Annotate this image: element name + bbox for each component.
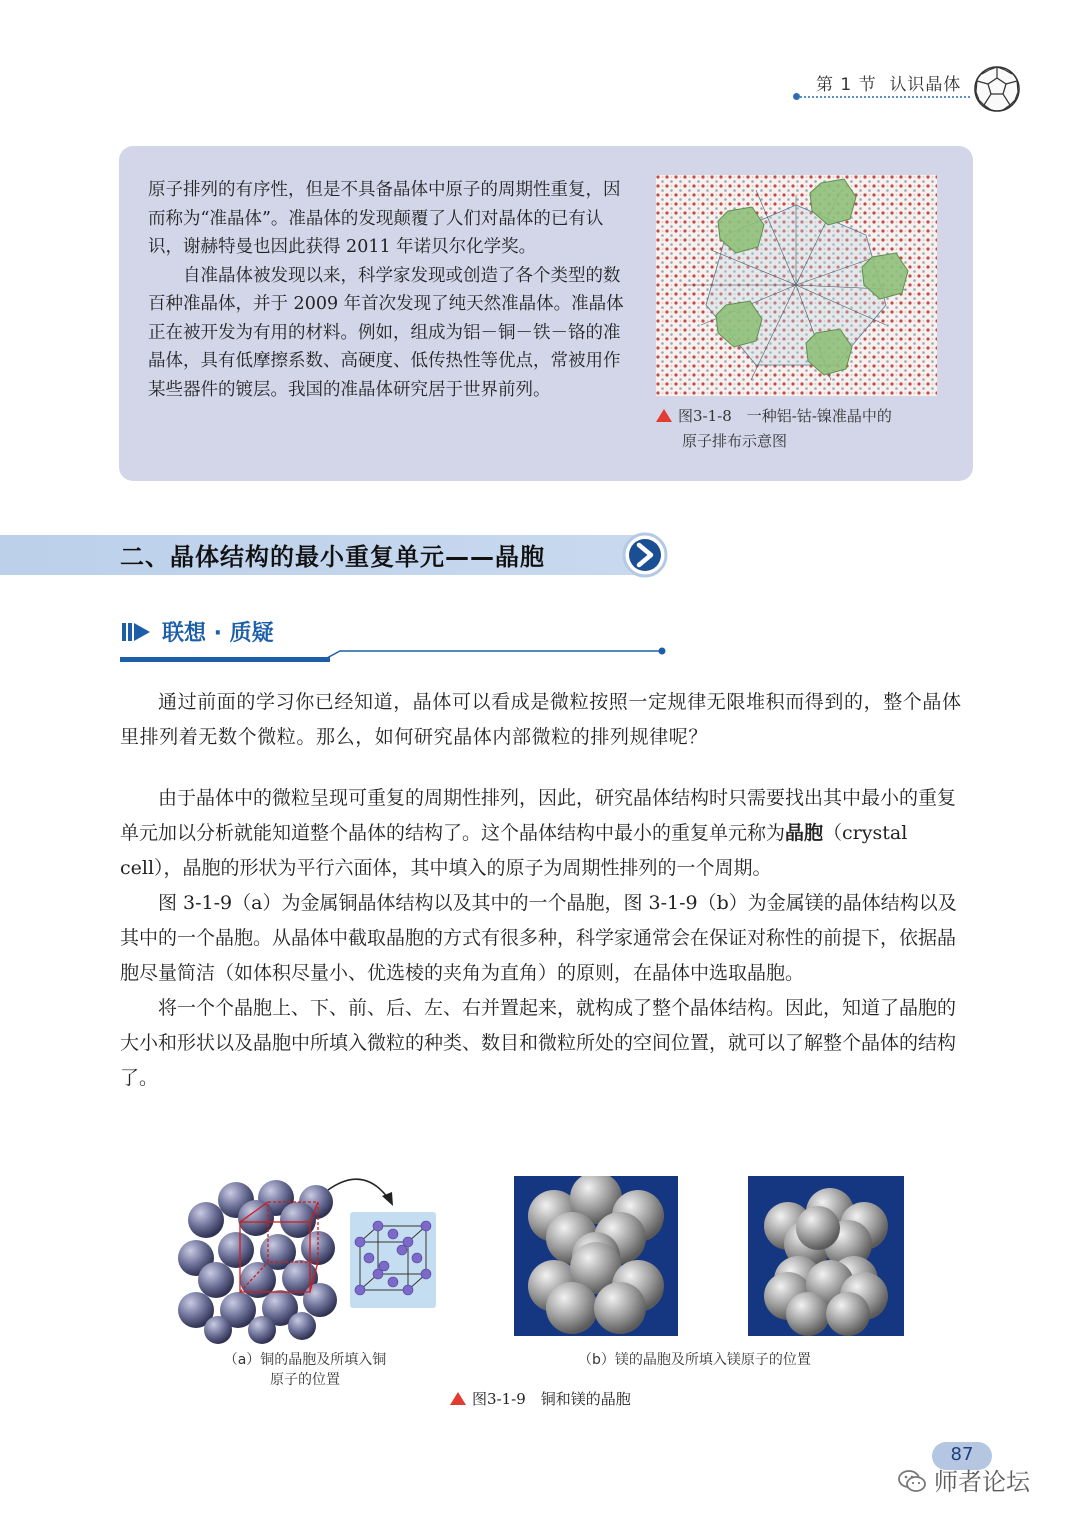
reading-box-text xyxy=(148,176,628,404)
triangle-icon xyxy=(656,409,672,422)
fullerene-icon xyxy=(972,64,1022,114)
play-icon xyxy=(122,620,152,644)
quasicrystal-figure xyxy=(656,175,937,396)
header-dot xyxy=(793,93,800,100)
caption-line: 原子排布示意图 xyxy=(682,432,788,450)
main-paragraph: 图 3-1-9（a）为金属铜晶体结构以及其中的一个晶胞，图 3-1-9（b）为金属镁的晶体结构以及其中的一个晶胞。从晶体中截取晶胞的方式有很多种，科学家通常会在保证对称性的前提下，依据晶胞尽量简洁（如体积尽量小、优选棱的夹角为直角）的原则，在晶体中选取晶胞。 xyxy=(120,892,957,984)
box-paragraph: 原子排列的有序性，但是不具备晶体中原子的周期性重复，因而称为“准晶体”。准晶体的发现颠覆了人们对晶体的已有认识，谢赫特曼也因此获得 2011 年诺贝尔化学奖。 xyxy=(148,180,621,257)
intro-text: 通过前面的学习你已经知道，晶体可以看成是微粒按照一定规律无限堆积而得到的，整个晶体里排列着无数个微粒。那么，如何研究晶体内部微粒的排列规律呢？ xyxy=(120,691,962,748)
main-text xyxy=(120,781,972,1096)
figure-caption-b: （b）镁的晶胞及所填入镁原子的位置 xyxy=(578,1352,811,1368)
subsection-underline xyxy=(120,645,670,665)
term-crystal-cell: 晶胞 xyxy=(785,822,824,844)
caption-text: 图3-1-9 铜和镁的晶胞 xyxy=(472,1390,631,1408)
chapter-header xyxy=(816,70,961,95)
watermark: 师者论坛 xyxy=(934,1468,1030,1496)
figure-caption-3-1-8 xyxy=(656,404,956,454)
page-number: 87 xyxy=(950,1444,974,1465)
wechat-icon xyxy=(897,1468,927,1494)
arrow-right-icon xyxy=(622,532,668,578)
intro-paragraph xyxy=(120,685,972,755)
section-number: 第 1 节 xyxy=(816,75,877,95)
header-dotted-line xyxy=(795,96,970,98)
section-name: 认识晶体 xyxy=(889,75,962,95)
figure-caption-a xyxy=(200,1350,410,1390)
text-span: （crystal cell），晶胞的形状为平行六面体，其中填入的原子为周期性排列的一个周期。 xyxy=(120,822,927,879)
magnesium-unit-cell-image xyxy=(748,1176,904,1336)
caption-line: 图3-1-8 一种铝-钴-镍准晶中的 xyxy=(678,407,892,425)
caption-line: （a）铜的晶胞及所填入铜 xyxy=(223,1352,387,1368)
copper-unit-cell-image xyxy=(350,1212,436,1308)
triangle-icon xyxy=(450,1392,466,1405)
magnesium-crystal-image xyxy=(514,1176,678,1336)
main-paragraph: 将一个个晶胞上、下、前、后、左、右并置起来，就构成了整个晶体结构。因此，知道了晶胞的大小和形状以及晶胞中所填入微粒的种类、数目和微粒所处的空间位置，就可以了解整个晶体的结构了。 xyxy=(120,997,957,1089)
box-paragraph: 自准晶体被发现以来，科学家发现或创造了各个类型的数百种准晶体，并于 2009 年首次发现了纯天然准晶体。准晶体正在被开发为有用的材料。例如，组成为铝－铜－铁－铬的准晶体，具有低摩擦系数、高硬度、低传热性等优点，常被用作某些器件的镀层。我国的准晶体研究居于世界前列。 xyxy=(148,265,624,400)
caption-line: 原子的位置 xyxy=(270,1372,340,1388)
text-span: 由于晶体中的微粒呈现可重复的周期性排列，因此，研究晶体结构时只需要找出其中最小的重复单元加以分析就能知道整个晶体的结构了。这个晶体结构中最小的重复单元称为 xyxy=(120,787,957,844)
subsection-title: 联想 · 质疑 xyxy=(162,621,274,646)
main-paragraph xyxy=(120,781,972,886)
section-title: 二、晶体结构的最小重复单元——晶胞 xyxy=(120,543,545,571)
figure-caption-3-1-9 xyxy=(450,1388,631,1409)
